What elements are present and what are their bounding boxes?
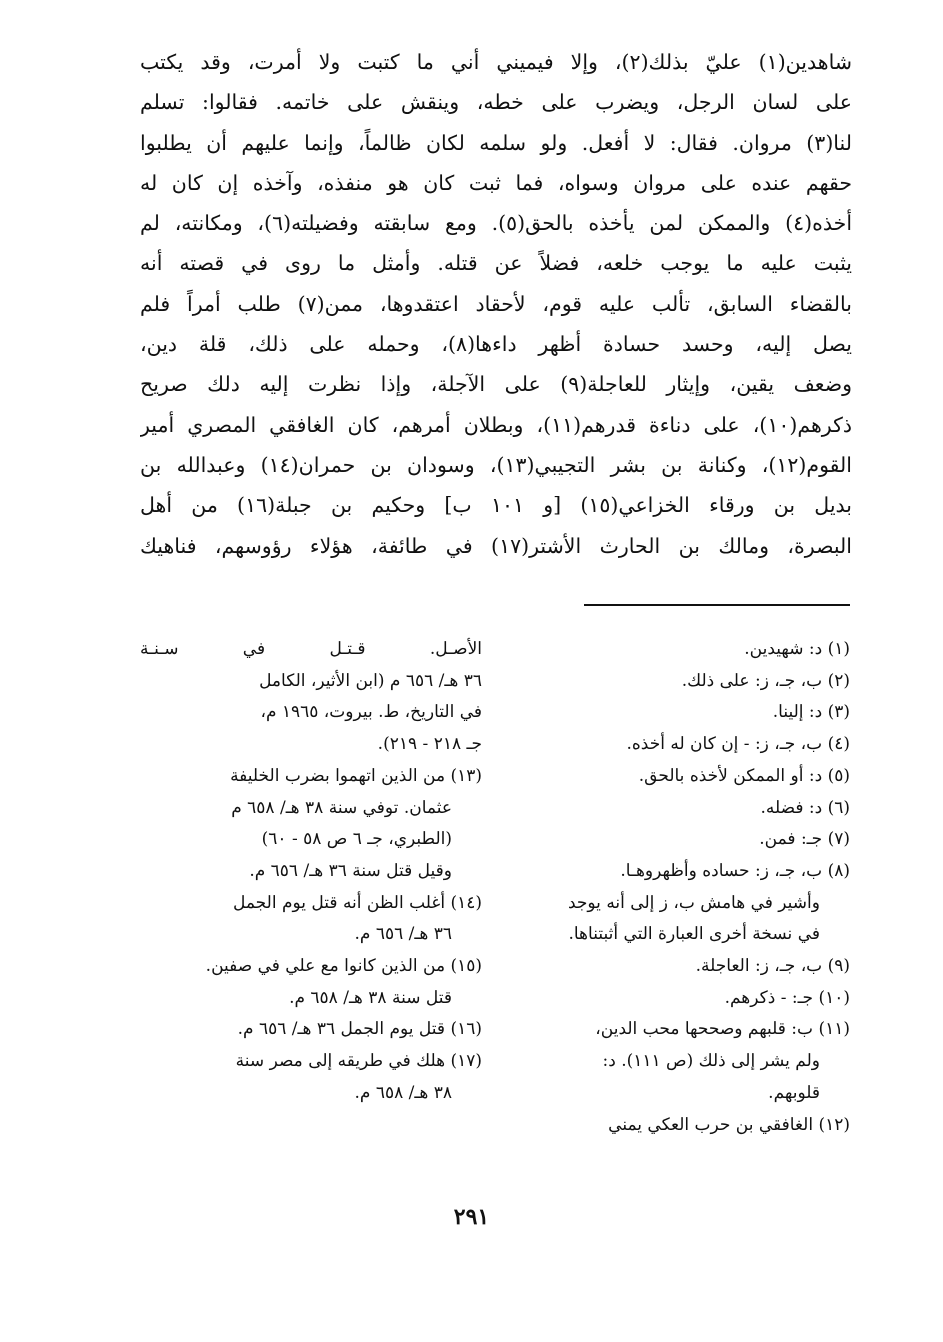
footnote-line: قتل سنة ٣٨ هـ/ ٦٥٨ م. xyxy=(289,987,452,1008)
footnote-line: (٦) د: فضله. xyxy=(760,797,850,818)
footnote-line: (١٠) جـ: - ذكرهم. xyxy=(724,987,850,1008)
footnote-line: (١٤) أغلب الظن أنه قتل يوم الجمل xyxy=(232,892,482,913)
footnote-line: في التاريخ، ط. بيروت، ١٩٦٥ م، xyxy=(260,702,482,723)
footnote-line: (٨) ب، جـ، ز: حساده وأظهروهـا. xyxy=(620,860,850,881)
footnote-line: ولم يشر إلى ذلك (ص ١١١). د: xyxy=(602,1051,820,1072)
footnote-line: في نسخة أخرى العبارة التي أثبتناها. xyxy=(568,924,820,945)
footnote-line: (١) د: شهيدين. xyxy=(744,639,850,659)
footnote-line: وأشير في هامش ب، ز إلى أنه يوجد xyxy=(567,892,820,913)
footnotes-right-column xyxy=(500,634,850,1141)
body-line: وضعف يقين، وإيثار للعاجلة(٩) على الآجلة، وإذا نظرت إليه دلك صريح xyxy=(140,372,852,397)
footnote-separator xyxy=(584,604,850,606)
footnote-line: (٧) جـ: فمن. xyxy=(759,829,850,850)
body-line: بديل بن ورقاء الخزاعي(١٥) [و ١٠١ ب] وحكيم بن جبلة(١٦) من أهل xyxy=(140,493,852,518)
body-line: البصرة، ومالك بن الحارث الأشتر(١٧) في طائفة، هؤلاء رؤوسهم، فناهيك xyxy=(140,533,852,558)
footnote-line: (١١) ب: قلبهم وصححها محب الدين، xyxy=(595,1019,850,1040)
footnote-line: (٣) د: إلينا. xyxy=(772,702,850,723)
footnote-line: قلوبهم. xyxy=(768,1082,820,1103)
footnote-line: وقيل قتل سنة ٣٦ هـ/ ٦٥٦ م. xyxy=(249,860,452,881)
footnote-line: ٣٨ هـ/ ٦٥٨ م. xyxy=(354,1082,452,1103)
footnote-line: (٤) ب، جـ، ز: - إن كان له أخذه. xyxy=(626,734,850,755)
body-line: حقهم عنده على مروان وسواه، فما ثبت كان هو منفذه، وآخذه إن كان له xyxy=(140,170,852,195)
footnote-line: (٩) ب، جـ، ز: العاجلة. xyxy=(695,956,850,977)
footnote-line: عثمان. توفي سنة ٣٨ هـ/ ٦٥٨ م xyxy=(231,797,452,818)
body-line: بالقضاء السابق، تألب عليه قوم، لأحقاد اعتقدوها، ممن(٧) طلب أمراً فلم xyxy=(140,291,852,316)
footnote-line: ٣٦ هـ/ ٦٥٦ م. xyxy=(354,924,452,945)
footnote-line: ٣٦ هـ/ ٦٥٦ م (ابن الأثير، الكامل xyxy=(259,670,482,691)
footnote-line: (٢) ب، جـ، ز: على ذلك. xyxy=(681,670,850,691)
body-line: ذكرهم(١٠)، على دناءة قدرهم(١١)، وبطلان أمرهم، كان الغافقي المصري أمير xyxy=(140,412,852,437)
body-line: أخذه(٤) والممكن لمن يأخذه بالحق(٥). ومع سابقته وفضيلته(٦)، ومكانته، لم xyxy=(140,211,852,236)
body-line: يثبت عليه ما يوجب خلعه، فضلاً عن قتله. وأمثل ما روى في قصته أنه xyxy=(140,251,852,276)
footnote-line: (١٥) من الذين كانوا مع علي في صفين. xyxy=(205,956,482,977)
body-line: يصل إليه، وحسد حسادة أظهر داءها(٨)، وحمله على ذلك، قلة دين، xyxy=(140,332,852,357)
body-line: شاهدين(١) عليّ بذلك(٢)، وإلا فيميني أني ما كتبت ولا أمرت، وقد يكتب xyxy=(140,50,852,74)
footnote-line: (٥) د: أو الممكن لأخذه بالحق. xyxy=(638,765,850,786)
body-line: القوم(١٢)، وكنانة بن بشر التجيبي(١٣)، وسودان بن حمران(١٤) وعبدالله بن xyxy=(140,452,852,477)
main-body-text xyxy=(140,42,852,566)
footnote-line: الأصـل. قـتـل في سـنـة xyxy=(140,639,482,659)
footnotes-left-column xyxy=(140,634,482,1110)
footnote-line: (١٦) قتل يوم الجمل ٣٦ هـ/ ٦٥٦ م. xyxy=(237,1019,482,1040)
footnote-line: (١٣) من الذين اتهموا بضرب الخليفة xyxy=(230,765,482,786)
footnote-line: جـ ٢١٨ - ٢١٩). xyxy=(377,734,482,755)
footnote-line: (١٧) هلك في طريقه إلى مصر سنة xyxy=(235,1051,482,1072)
page-number: ٢٩١ xyxy=(453,1204,490,1230)
body-line: على لسان الرجل، ويضرب على خطه، وينقش على خاتمه. فقالوا: تسلم xyxy=(140,90,852,115)
footnote-line: (الطبري، جـ ٦ ص ٥٨ - ٦٠) xyxy=(261,829,452,850)
footnote-line: (١٢) الغافقي بن حرب العكي يمني xyxy=(608,1114,850,1135)
body-line: لنا(٣) مروان. فقال: لا أفعل. ولو سلمه لكان ظالماً، وإنما عليهم أن يطلبوا xyxy=(140,130,852,155)
